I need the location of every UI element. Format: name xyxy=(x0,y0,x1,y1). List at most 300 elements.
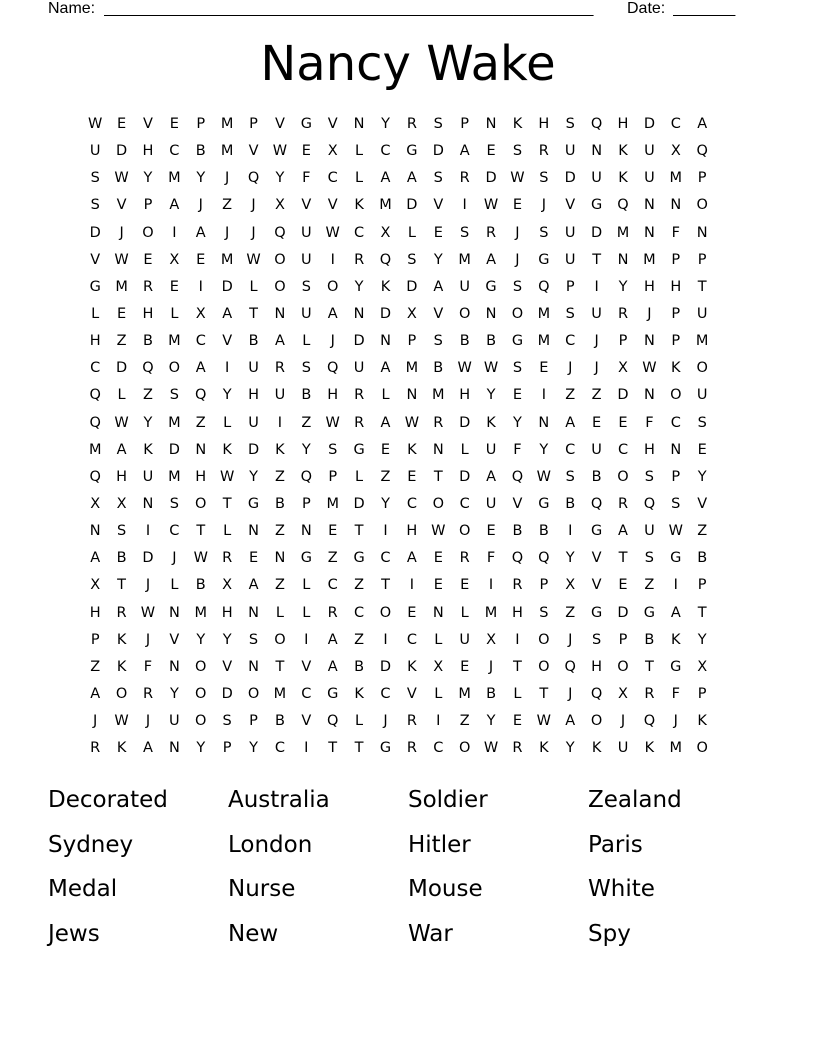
grid-letter[interactable]: N xyxy=(142,496,154,513)
grid-letter[interactable]: D xyxy=(485,170,497,187)
grid-letter[interactable]: L xyxy=(170,306,179,323)
grid-letter[interactable]: G xyxy=(590,604,603,621)
grid-letter[interactable]: S xyxy=(328,441,338,458)
grid-letter[interactable]: D xyxy=(406,197,418,214)
grid-letter[interactable]: W xyxy=(88,116,103,133)
grid-letter[interactable]: J xyxy=(251,197,256,214)
grid-letter[interactable]: M xyxy=(695,333,709,350)
grid-letter[interactable]: O xyxy=(379,604,392,621)
grid-letter[interactable]: H xyxy=(617,116,629,133)
grid-letter[interactable]: I xyxy=(568,523,573,540)
grid-letter[interactable]: I xyxy=(330,251,335,268)
grid-letter[interactable]: Y xyxy=(381,496,390,513)
grid-letter[interactable]: C xyxy=(195,333,206,350)
grid-letter[interactable]: O xyxy=(327,278,339,295)
grid-letter[interactable]: R xyxy=(538,143,549,160)
grid-letter[interactable]: Q xyxy=(511,550,524,567)
grid-letter[interactable]: K xyxy=(354,197,364,214)
grid-letter[interactable]: U xyxy=(248,414,259,431)
grid-letter[interactable]: N xyxy=(643,387,655,404)
grid-letter[interactable]: K xyxy=(116,740,127,757)
grid-letter[interactable]: B xyxy=(354,658,365,675)
grid-letter[interactable]: K xyxy=(380,278,391,295)
grid-letter[interactable]: W xyxy=(483,197,499,214)
grid-letter[interactable]: N xyxy=(195,441,207,458)
grid-letter[interactable]: J xyxy=(225,170,230,187)
grid-letter[interactable]: E xyxy=(196,251,206,268)
grid-letter[interactable]: W xyxy=(510,170,525,187)
grid-letter[interactable]: I xyxy=(541,387,546,404)
grid-letter[interactable]: V xyxy=(512,496,523,513)
grid-letter[interactable]: L xyxy=(355,143,364,160)
grid-letter[interactable]: T xyxy=(222,496,232,513)
grid-letter[interactable]: T xyxy=(539,686,549,703)
grid-letter[interactable]: L xyxy=(275,604,284,621)
grid-letter[interactable]: T xyxy=(328,740,338,757)
grid-letter[interactable]: A xyxy=(486,468,497,485)
grid-letter[interactable]: Y xyxy=(222,387,232,404)
grid-letter[interactable]: J xyxy=(198,197,203,214)
grid-letter[interactable]: Y xyxy=(565,740,575,757)
grid-letter[interactable]: Q xyxy=(590,116,603,133)
grid-letter[interactable]: Y xyxy=(249,740,258,757)
grid-letter[interactable]: Q xyxy=(617,197,629,214)
grid-letter[interactable]: E xyxy=(697,441,707,458)
grid-letter[interactable]: E xyxy=(407,468,417,485)
grid-letter[interactable]: X xyxy=(90,577,101,594)
grid-letter[interactable]: C xyxy=(406,496,417,513)
grid-letter[interactable]: C xyxy=(380,686,391,703)
grid-letter[interactable]: J xyxy=(568,686,573,703)
grid-letter[interactable]: P xyxy=(539,577,549,594)
grid-letter[interactable]: T xyxy=(117,577,127,594)
grid-letter[interactable]: M xyxy=(168,414,181,431)
grid-letter[interactable]: U xyxy=(459,278,470,295)
grid-letter[interactable]: G xyxy=(353,441,365,458)
grid-letter[interactable]: L xyxy=(302,333,311,350)
grid-letter[interactable]: R xyxy=(90,740,101,757)
grid-letter[interactable]: Q xyxy=(142,360,154,377)
grid-letter[interactable]: S xyxy=(90,170,100,187)
grid-letter[interactable]: B xyxy=(486,686,497,703)
grid-letter[interactable]: J xyxy=(330,333,335,350)
grid-letter[interactable]: O xyxy=(195,713,207,730)
grid-letter[interactable]: O xyxy=(458,740,471,757)
grid-letter[interactable]: E xyxy=(169,116,179,133)
grid-letter[interactable]: E xyxy=(169,278,179,295)
grid-letter[interactable]: C xyxy=(433,740,444,757)
grid-letter[interactable]: R xyxy=(116,604,127,621)
grid-letter[interactable]: R xyxy=(512,577,523,594)
grid-letter[interactable]: A xyxy=(90,550,101,567)
grid-letter[interactable]: D xyxy=(247,441,260,458)
grid-letter[interactable]: K xyxy=(486,414,496,431)
grid-letter[interactable]: M xyxy=(669,740,683,757)
grid-letter[interactable]: Z xyxy=(380,468,391,485)
grid-letter[interactable]: P xyxy=(697,686,707,703)
grid-letter[interactable]: K xyxy=(222,441,232,458)
grid-letter[interactable]: U xyxy=(459,631,470,648)
grid-letter[interactable]: L xyxy=(249,278,258,295)
grid-letter[interactable]: K xyxy=(671,631,681,648)
grid-letter[interactable]: J xyxy=(594,333,599,350)
grid-letter[interactable]: Q xyxy=(89,414,101,431)
grid-letter[interactable]: M xyxy=(458,251,471,268)
grid-letter[interactable]: A xyxy=(670,604,681,621)
grid-letter[interactable]: X xyxy=(116,496,127,513)
grid-letter[interactable]: Q xyxy=(274,224,286,241)
grid-letter[interactable]: I xyxy=(383,631,388,648)
grid-letter[interactable]: O xyxy=(274,631,286,648)
grid-letter[interactable]: F xyxy=(143,658,153,675)
grid-letter[interactable]: E xyxy=(248,550,259,567)
grid-letter[interactable]: A xyxy=(697,116,708,133)
grid-letter[interactable]: C xyxy=(670,116,681,133)
grid-letter[interactable]: J xyxy=(647,306,652,323)
grid-letter[interactable]: N xyxy=(432,604,444,621)
grid-letter[interactable]: A xyxy=(90,686,101,703)
grid-letter[interactable]: V xyxy=(90,251,101,268)
grid-letter[interactable]: P xyxy=(301,496,311,513)
grid-letter[interactable]: G xyxy=(379,740,392,757)
grid-letter[interactable]: E xyxy=(486,523,496,540)
grid-letter[interactable]: H xyxy=(89,333,101,350)
grid-letter[interactable]: P xyxy=(671,333,681,350)
grid-letter[interactable]: A xyxy=(459,143,470,160)
grid-letter[interactable]: B xyxy=(274,713,285,730)
grid-letter[interactable]: A xyxy=(169,197,180,214)
grid-letter[interactable]: T xyxy=(697,278,707,295)
grid-letter[interactable]: Y xyxy=(486,713,496,730)
grid-letter[interactable]: W xyxy=(325,224,340,241)
grid-letter[interactable]: E xyxy=(592,414,602,431)
grid-letter[interactable]: K xyxy=(275,441,285,458)
grid-letter[interactable]: P xyxy=(565,278,575,295)
grid-letter[interactable]: N xyxy=(591,143,603,160)
grid-letter[interactable]: N xyxy=(300,523,312,540)
grid-letter[interactable]: B xyxy=(195,143,206,160)
grid-letter[interactable]: M xyxy=(405,360,419,377)
grid-letter[interactable]: R xyxy=(459,550,470,567)
grid-letter[interactable]: L xyxy=(302,604,311,621)
grid-letter[interactable]: A xyxy=(433,278,444,295)
grid-letter[interactable]: A xyxy=(222,306,233,323)
grid-letter[interactable]: U xyxy=(591,441,602,458)
grid-letter[interactable]: I xyxy=(383,523,388,540)
grid-letter[interactable]: J xyxy=(568,360,573,377)
grid-letter[interactable]: O xyxy=(696,197,708,214)
grid-letter[interactable]: G xyxy=(247,496,260,513)
grid-letter[interactable]: V xyxy=(565,197,576,214)
grid-letter[interactable]: Y xyxy=(275,170,285,187)
grid-letter[interactable]: Q xyxy=(511,468,524,485)
grid-letter[interactable]: S xyxy=(248,631,259,648)
grid-letter[interactable]: V xyxy=(591,577,602,594)
grid-letter[interactable]: E xyxy=(512,387,523,404)
grid-letter[interactable]: B xyxy=(143,333,153,350)
grid-letter[interactable]: H xyxy=(511,604,523,621)
grid-letter[interactable]: C xyxy=(565,333,576,350)
grid-letter[interactable]: D xyxy=(432,143,444,160)
grid-letter[interactable]: Q xyxy=(327,713,339,730)
grid-letter[interactable]: P xyxy=(671,251,681,268)
grid-letter[interactable]: I xyxy=(436,713,441,730)
grid-letter[interactable]: S xyxy=(644,468,654,485)
grid-letter[interactable]: Y xyxy=(301,441,311,458)
grid-letter[interactable]: M xyxy=(88,441,102,458)
grid-letter[interactable]: U xyxy=(591,306,602,323)
grid-letter[interactable]: D xyxy=(353,496,365,513)
grid-letter[interactable]: U xyxy=(644,523,655,540)
grid-letter[interactable]: R xyxy=(644,686,655,703)
grid-letter[interactable]: R xyxy=(406,713,417,730)
grid-letter[interactable]: V xyxy=(327,197,338,214)
grid-letter[interactable]: Y xyxy=(143,414,153,431)
grid-letter[interactable]: S xyxy=(433,170,443,187)
grid-letter[interactable]: S xyxy=(116,523,127,540)
grid-letter[interactable]: N xyxy=(274,306,286,323)
grid-letter[interactable]: D xyxy=(617,387,629,404)
grid-letter[interactable]: A xyxy=(565,414,576,431)
grid-letter[interactable]: U xyxy=(89,143,101,160)
grid-letter[interactable]: Y xyxy=(169,686,179,703)
grid-letter[interactable]: O xyxy=(538,658,550,675)
grid-letter[interactable]: V xyxy=(301,713,312,730)
grid-letter[interactable]: B xyxy=(644,631,655,648)
grid-letter[interactable]: N xyxy=(168,604,180,621)
grid-letter[interactable]: G xyxy=(300,116,312,133)
grid-letter[interactable]: V xyxy=(433,306,444,323)
grid-letter[interactable]: V xyxy=(116,197,127,214)
grid-letter[interactable]: A xyxy=(274,333,285,350)
grid-letter[interactable]: Z xyxy=(143,387,153,404)
grid-letter[interactable]: Y xyxy=(486,387,496,404)
grid-letter[interactable]: W xyxy=(483,360,499,377)
grid-letter[interactable]: M xyxy=(616,224,630,241)
grid-letter[interactable]: S xyxy=(644,550,654,567)
grid-letter[interactable]: B xyxy=(116,550,127,567)
grid-letter[interactable]: B xyxy=(512,523,523,540)
grid-letter[interactable]: E xyxy=(618,577,628,594)
grid-letter[interactable]: O xyxy=(247,686,260,703)
grid-letter[interactable]: U xyxy=(301,251,312,268)
grid-letter[interactable]: Z xyxy=(565,604,576,621)
grid-letter[interactable]: Q xyxy=(643,496,656,513)
grid-letter[interactable]: D xyxy=(379,658,392,675)
grid-letter[interactable]: R xyxy=(354,251,365,268)
grid-letter[interactable]: S xyxy=(301,360,311,377)
grid-letter[interactable]: M xyxy=(484,604,498,621)
grid-letter[interactable]: S xyxy=(539,604,549,621)
grid-letter[interactable]: T xyxy=(354,740,364,757)
grid-letter[interactable]: D xyxy=(116,360,128,377)
grid-letter[interactable]: R xyxy=(142,686,154,703)
grid-letter[interactable]: B xyxy=(565,496,576,513)
grid-letter[interactable]: I xyxy=(488,577,494,594)
grid-letter[interactable]: C xyxy=(617,441,629,458)
grid-letter[interactable]: Y xyxy=(513,414,522,431)
grid-letter[interactable]: N xyxy=(485,306,497,323)
grid-letter[interactable]: P xyxy=(249,116,258,133)
grid-letter[interactable]: Z xyxy=(222,197,233,214)
grid-letter[interactable]: U xyxy=(617,740,629,757)
grid-letter[interactable]: N xyxy=(670,441,682,458)
grid-letter[interactable]: M xyxy=(220,251,234,268)
grid-letter[interactable]: M xyxy=(643,251,656,268)
grid-letter[interactable]: A xyxy=(195,360,206,377)
grid-letter[interactable]: V xyxy=(222,658,233,675)
grid-letter[interactable]: C xyxy=(380,143,391,160)
grid-letter[interactable]: Q xyxy=(89,387,101,404)
grid-letter[interactable]: Q xyxy=(379,251,392,268)
grid-letter[interactable]: B xyxy=(248,333,259,350)
grid-letter[interactable]: W xyxy=(457,360,472,377)
grid-letter[interactable]: I xyxy=(198,278,203,295)
grid-letter[interactable]: V xyxy=(222,333,233,350)
grid-letter[interactable]: C xyxy=(354,604,365,621)
grid-letter[interactable]: V xyxy=(406,686,417,703)
grid-letter[interactable]: Q xyxy=(590,686,603,703)
grid-letter[interactable]: F xyxy=(302,170,311,187)
grid-letter[interactable]: Z xyxy=(565,387,576,404)
grid-letter[interactable]: K xyxy=(539,740,549,757)
grid-letter[interactable]: W xyxy=(431,523,446,540)
grid-letter[interactable]: R xyxy=(274,360,285,377)
grid-letter[interactable]: H xyxy=(643,278,655,295)
grid-letter[interactable]: O xyxy=(195,658,207,675)
grid-letter[interactable]: N xyxy=(617,251,629,268)
grid-letter[interactable]: Y xyxy=(196,740,206,757)
grid-letter[interactable]: R xyxy=(406,116,417,133)
grid-letter[interactable]: Z xyxy=(591,387,602,404)
grid-letter[interactable]: H xyxy=(591,658,603,675)
grid-letter[interactable]: T xyxy=(381,577,390,594)
grid-letter[interactable]: W xyxy=(404,414,420,431)
grid-letter[interactable]: R xyxy=(354,414,365,431)
grid-letter[interactable]: H xyxy=(538,116,550,133)
grid-letter[interactable]: K xyxy=(116,658,127,675)
grid-letter[interactable]: E xyxy=(117,116,127,133)
grid-letter[interactable]: X xyxy=(222,577,233,594)
grid-letter[interactable]: O xyxy=(670,387,682,404)
grid-letter[interactable]: O xyxy=(511,306,524,323)
grid-letter[interactable]: R xyxy=(354,387,365,404)
grid-letter[interactable]: W xyxy=(246,251,261,268)
grid-letter[interactable]: S xyxy=(433,333,443,350)
grid-letter[interactable]: V xyxy=(274,116,285,133)
grid-letter[interactable]: X xyxy=(90,496,101,513)
grid-letter[interactable]: J xyxy=(568,631,573,648)
grid-letter[interactable]: J xyxy=(594,360,599,377)
grid-letter[interactable]: L xyxy=(460,441,469,458)
grid-letter[interactable]: A xyxy=(380,360,391,377)
grid-letter[interactable]: I xyxy=(277,414,283,431)
grid-letter[interactable]: M xyxy=(168,170,181,187)
grid-letter[interactable]: L xyxy=(117,387,126,404)
grid-letter[interactable]: S xyxy=(460,224,470,241)
grid-letter[interactable]: N xyxy=(248,658,259,675)
grid-letter[interactable]: M xyxy=(273,686,287,703)
grid-letter[interactable]: L xyxy=(407,224,416,241)
grid-letter[interactable]: J xyxy=(145,631,151,648)
grid-letter[interactable]: M xyxy=(458,686,471,703)
grid-letter[interactable]: R xyxy=(327,604,338,621)
grid-letter[interactable]: E xyxy=(328,523,338,540)
grid-letter[interactable]: I xyxy=(304,631,309,648)
grid-letter[interactable]: L xyxy=(381,387,390,404)
grid-letter[interactable]: A xyxy=(380,170,391,187)
grid-letter[interactable]: T xyxy=(249,306,258,323)
grid-letter[interactable]: Y xyxy=(697,631,707,648)
grid-letter[interactable]: P xyxy=(697,251,707,268)
grid-letter[interactable]: A xyxy=(486,251,497,268)
grid-letter[interactable]: D xyxy=(168,441,180,458)
grid-letter[interactable]: S xyxy=(697,414,707,431)
grid-letter[interactable]: Q xyxy=(89,468,101,485)
grid-letter[interactable]: E xyxy=(407,604,417,621)
grid-letter[interactable]: J xyxy=(515,251,520,268)
grid-letter[interactable]: O xyxy=(195,686,207,703)
grid-letter[interactable]: X xyxy=(565,577,576,594)
grid-letter[interactable]: D xyxy=(89,224,101,241)
grid-letter[interactable]: X xyxy=(618,360,628,377)
grid-letter[interactable]: E xyxy=(380,441,391,458)
grid-letter[interactable]: X xyxy=(486,631,497,648)
grid-letter[interactable]: O xyxy=(696,360,708,377)
grid-letter[interactable]: Z xyxy=(459,713,470,730)
grid-letter[interactable]: C xyxy=(90,360,101,377)
grid-letter[interactable]: E xyxy=(460,577,470,594)
grid-letter[interactable]: Q xyxy=(538,278,550,295)
grid-letter[interactable]: S xyxy=(301,278,311,295)
grid-letter[interactable]: S xyxy=(565,116,575,133)
grid-letter[interactable]: R xyxy=(459,170,470,187)
grid-letter[interactable]: Y xyxy=(539,441,549,458)
grid-letter[interactable]: X xyxy=(406,306,417,323)
grid-letter[interactable]: X xyxy=(670,143,681,160)
grid-letter[interactable]: N xyxy=(643,224,655,241)
grid-letter[interactable]: S xyxy=(169,387,179,404)
grid-letter[interactable]: G xyxy=(590,197,603,214)
grid-letter[interactable]: Y xyxy=(381,116,390,133)
grid-letter[interactable]: O xyxy=(590,713,603,730)
grid-letter[interactable]: J xyxy=(145,713,151,730)
grid-letter[interactable]: B xyxy=(274,496,285,513)
grid-letter[interactable]: C xyxy=(301,686,312,703)
grid-letter[interactable]: H xyxy=(643,441,655,458)
grid-letter[interactable]: N xyxy=(89,523,101,540)
grid-letter[interactable]: W xyxy=(325,414,340,431)
grid-letter[interactable]: Z xyxy=(697,523,708,540)
grid-letter[interactable]: G xyxy=(538,496,550,513)
grid-letter[interactable]: J xyxy=(488,658,494,675)
grid-letter[interactable]: N xyxy=(696,224,708,241)
grid-letter[interactable]: M xyxy=(537,306,551,323)
grid-letter[interactable]: L xyxy=(170,577,179,594)
grid-letter[interactable]: Y xyxy=(143,170,153,187)
grid-letter[interactable]: Z xyxy=(195,414,206,431)
grid-letter[interactable]: H xyxy=(248,387,259,404)
grid-letter[interactable]: N xyxy=(485,116,497,133)
grid-letter[interactable]: N xyxy=(168,740,180,757)
grid-letter[interactable]: D xyxy=(221,686,233,703)
grid-letter[interactable]: C xyxy=(169,523,180,540)
grid-letter[interactable]: A xyxy=(327,658,338,675)
grid-letter[interactable]: I xyxy=(172,224,177,241)
grid-letter[interactable]: A xyxy=(143,740,153,757)
grid-letter[interactable]: H xyxy=(116,468,128,485)
grid-letter[interactable]: P xyxy=(618,631,628,648)
